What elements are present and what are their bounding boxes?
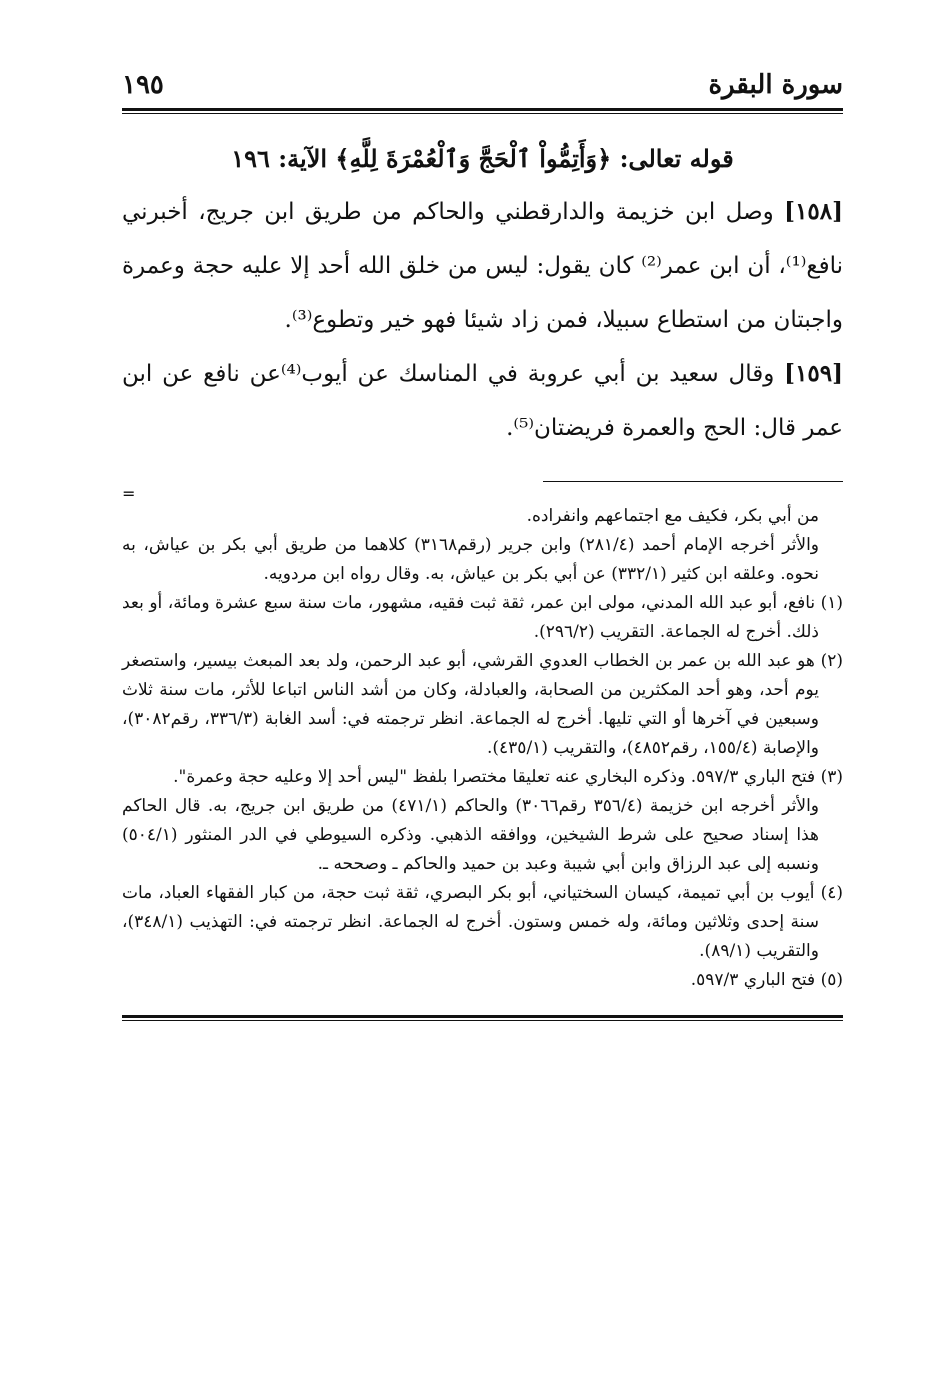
paragraph-159 — [122, 347, 843, 455]
footnote-continuation: والأثر أخرجه الإمام أحمد (٢٨١/٤) وابن جرير (رقم٣١٦٨) كلاهما من طريق أبي بكر بن عياش، به نحوه. وعلقه ابن كثير (٣٣٢/١) عن أبي بكر بن عياش، به. وقال رواه ابن مردويه. — [122, 535, 819, 584]
paragraph-number: [١٥٩] — [784, 360, 844, 387]
footnote-continuation: من أبي بكر، فكيف مع اجتماعهم وانفراده. — [526, 506, 819, 526]
page-number: ١٩٥ — [122, 70, 164, 100]
quran-verse: ﴿وَأَتِمُّواْ ٱلْحَجَّ وَٱلْعُمْرَةَ لِلَّهِ﴾ — [335, 144, 612, 173]
footnote-separator — [543, 481, 843, 482]
footnotes — [122, 502, 843, 995]
footnote-5: (٥) فتح الباري ٥٩٧/٣. — [690, 970, 843, 990]
footer-rule — [122, 1015, 843, 1018]
main-text — [122, 185, 843, 455]
footnote-3: (٣) فتح الباري ٥٩٧/٣. وذكره البخاري عنه تعليقا مختصرا بلفظ "ليس أحد إلا وعليه حجة وعمرة". — [173, 767, 843, 787]
footnote-2: (٢) هو عبد الله بن عمر بن الخطاب العدوي القرشي، أبو عبد الرحمن، ولد بعد المبعث بيسير، واستصغر يوم أحد، وهو أحد المكثرين من الصحابة، والعبادلة، وكان من أشد الناس اتباعا للأثر، مات سنة ثلاث وسبعين في آخرها أو التي تليها. أخرج له الجماعة. انظر ترجمته في: أسد الغابة (٣٣٦/٣، رقم٣٠٨٢)، والإصابة (١٥٥/٤، رقم٤٨٥٢)، والتقريب (٤٣٥/١). — [122, 651, 843, 758]
footnote-1: (١) نافع، أبو عبد الله المدني، مولى ابن عمر، ثقة ثبت فقيه، مشهور، مات سنة سبع عشرة ومائة، أو بعد ذلك. أخرج له الجماعة. التقريب (٢٩٦/٢). — [122, 593, 843, 642]
paragraph-158 — [122, 185, 843, 347]
page-header — [122, 60, 843, 100]
verse-heading-suffix: الآية: ١٩٦ — [231, 144, 328, 173]
paragraph-number: [١٥٨] — [784, 198, 844, 225]
verse-heading-prefix: قوله تعالى: — [611, 144, 734, 173]
continuation-mark: = — [122, 484, 136, 503]
paragraph-text: وصل ابن خزيمة والدارقطني والحاكم من طريق ابن جريج، أخبرني نافع⁽¹⁾، أن ابن عمر⁽²⁾ كان يقول: ليس من خلق الله أحد إلا عليه حجة وعمرة واجبتان من استطاع سبيلا، فمن زاد شيئا فهو خير وتطوع⁽³⁾. — [122, 199, 843, 333]
surah-title: سورة البقرة — [708, 70, 843, 100]
footnote-4: (٤) أيوب بن أبي تميمة، كيسان السختياني، أبو بكر البصري، ثقة ثبت حجة، من كبار الفقهاء العباد، مات سنة إحدى وثلاثين ومائة، وله خمس وستون. أخرج له الجماعة. انظر ترجمته في: التهذيب (٣٤٨/١)، والتقريب (٨٩/١). — [122, 883, 843, 961]
header-rule — [122, 108, 843, 111]
verse-heading — [122, 144, 843, 173]
header-rule-thin — [122, 113, 843, 114]
paragraph-text: وقال سعيد بن أبي عروبة في المناسك عن أيوب⁽⁴⁾عن نافع عن ابن عمر قال: الحج والعمرة فريضتان⁽⁵⁾. — [122, 361, 843, 441]
footnote-3-continued: والأثر أخرجه ابن خزيمة (٣٥٦/٤ رقم٣٠٦٦) والحاكم (٤٧١/١) من طريق ابن جريج، به. قال الحاكم هذا إسناد صحيح على شرط الشيخين، ووافقه الذهبي. وذكره السيوطي في الدر المنثور (٥٠٤/١) ونسبه إلى عبد الرزاق وابن أبي شيبة وعبد بن حميد والحاكم ـ وصححه ـ. — [122, 796, 820, 874]
footer-rule-thin — [122, 1020, 843, 1021]
